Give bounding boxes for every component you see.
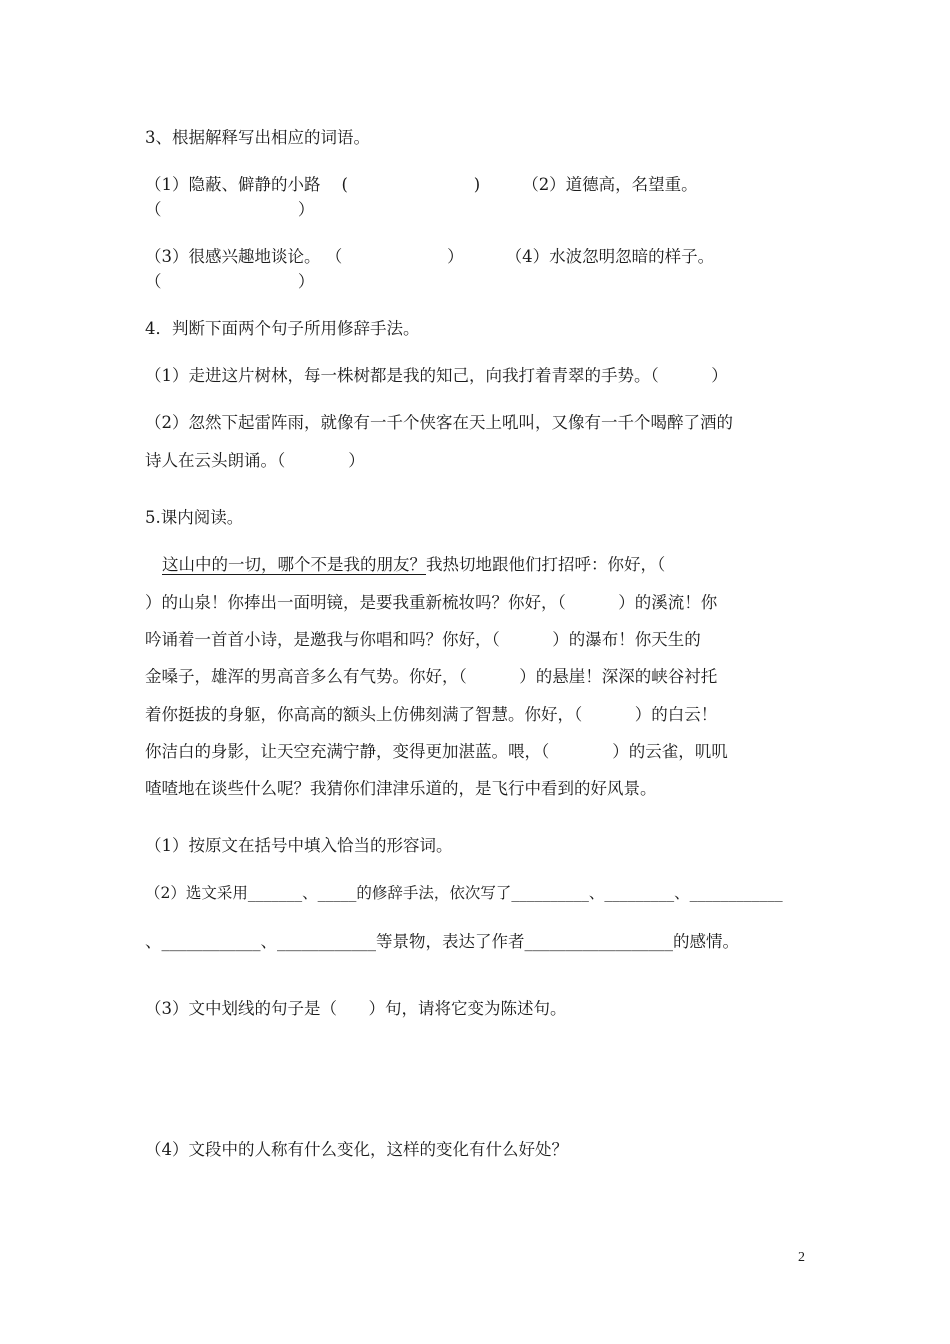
q3-row1-answer: （ ） — [145, 200, 315, 219]
passage-line-7: 喳喳地在谈些什么呢？我猜你们津津乐道的，是飞行中看到的好风景。 — [145, 779, 657, 798]
q5-title: 5.课内阅读。 — [145, 508, 244, 527]
passage-line-1 — [162, 557, 665, 574]
q4-sentence-1: （1）走进这片树林，每一株树都是我的知己，向我打着青翠的手势。（ ） — [145, 366, 728, 385]
q3-title: 3、根据解释写出相应的词语。 — [145, 128, 370, 147]
passage-line-5: 着你挺拔的身躯，你高高的额头上仿佛刻满了智慧。你好，（ ）的白云！ — [145, 705, 718, 724]
q5-sub-3: （3）文中划线的句子是（ ）句，请将它变为陈述句。 — [145, 999, 567, 1018]
q4-sentence-2-cont: 诗人在云头朗诵。（ ） — [145, 451, 365, 470]
q5-sub-4: （4）文段中的人称有什么变化，这样的变化有什么好处？ — [145, 1140, 568, 1159]
passage-line-2: ）的山泉！你捧出一面明镜，是要我重新梳妆吗？你好，（ ）的溪流！你 — [145, 593, 718, 612]
q5-sub-1: （1）按原文在括号中填入恰当的形容词。 — [145, 836, 453, 855]
q3-row2-answer: （ ） — [145, 272, 315, 291]
passage-line-3: 吟诵着一首首小诗，是邀我与你唱和吗？你好，（ ）的瀑布！你天生的 — [145, 630, 701, 649]
passage-line-4: 金嗓子，雄浑的男高音多么有气势。你好，（ ）的悬崖！深深的峡谷衬托 — [145, 667, 718, 686]
underlined-sentence: 这山中的一切，哪个不是我的朋友？ — [162, 555, 426, 574]
page-number: 2 — [798, 1250, 805, 1265]
passage-line-6: 你洁白的身影，让天空充满宁静，变得更加湛蓝。喂，（ ）的云雀，叽叽 — [145, 742, 728, 761]
q4-sentence-2: （2）忽然下起雷阵雨，就像有一千个侠客在天上吼叫，又像有一千个喝醉了酒的 — [145, 413, 733, 432]
q3-row1: （1）隐蔽、僻静的小路 ( ) （2）道德高，名望重。 — [145, 175, 698, 194]
q4-title: 4．判断下面两个句子所用修辞手法。 — [145, 319, 420, 338]
q3-row2: （3）很感兴趣地谈论。 （ ） （4）水波忽明忽暗的样子。 — [145, 247, 715, 266]
q5-sub-2: （2）选文采用_______、_____的修辞手法，依次写了__________、_________、____________ — [145, 884, 783, 902]
q5-sub-2-cont: 、____________、____________等景物，表达了作者__________________的感情。 — [145, 932, 739, 951]
passage-line-1-rest: 我热切地跟他们打招呼：你好，（ — [426, 555, 666, 574]
